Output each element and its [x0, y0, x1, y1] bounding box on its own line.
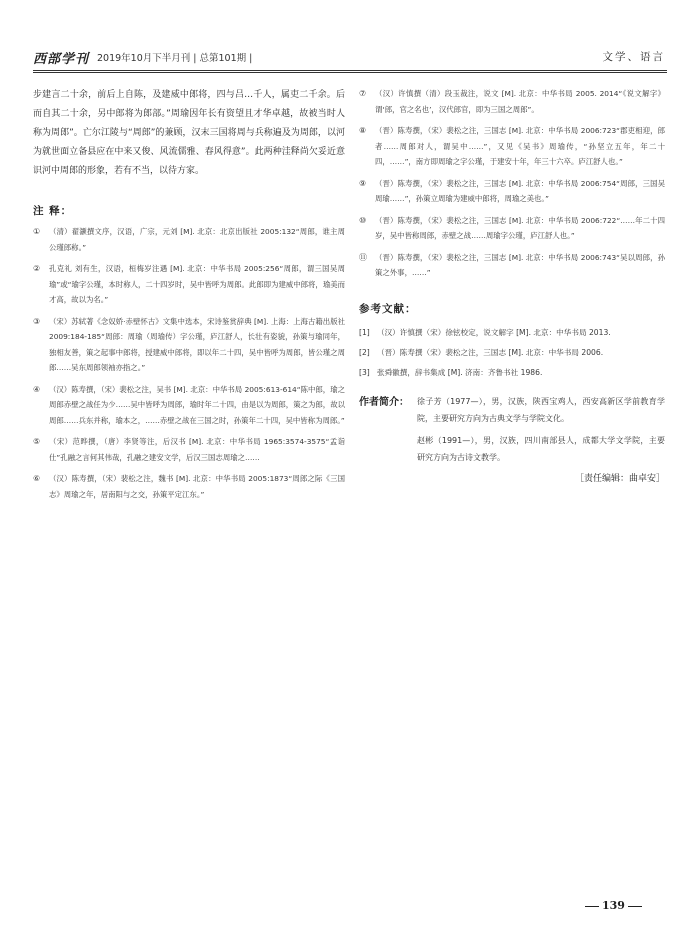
note-text: （汉）陈寿撰，（宋）裴松之注，魏书 [M]. 北京：中华书局 2005:1873“周郎之际《三国志》周瑜之年，居南阳与之交，孙策平定江东。” — [49, 474, 345, 499]
journal-name: 西部学刊 — [33, 52, 90, 67]
note-number: ⑤ — [33, 437, 41, 446]
left-column — [33, 86, 345, 508]
note-item — [359, 213, 665, 244]
note-number: ⑪ — [359, 252, 367, 262]
dash-left — [585, 906, 599, 907]
note-number: ② — [33, 264, 41, 273]
note-item — [359, 86, 665, 117]
reference-number: [2] — [359, 347, 370, 357]
header-rule — [33, 70, 667, 73]
note-number: ⑥ — [33, 474, 41, 483]
note-item — [359, 250, 665, 281]
note-item — [33, 434, 345, 465]
notes-list-continued — [359, 86, 665, 281]
author-line: 赵彬（1991—），男，汉族，四川南部县人，成都大学文学院，主要研究方向为古诗文教学。 — [417, 435, 665, 462]
references-heading: 参考文献： — [359, 302, 417, 315]
note-text: （汉）陈寿撰，（宋）裴松之注，吴书 [M]. 北京：中华书局 2005:613-614“陈中郎，瑜之周郎赤壁之战任为少……吴中皆呼为周郎，瑜时年二十四，由是以为周郎，策之为郎，故以周郎……兵东并称，瑜本之，……赤壁之战在三国之时，孙策年二十四，吴中皆称为周郎。” — [49, 384, 345, 425]
author-line: 徐子芳（1977—），男，汉族，陕西宝鸡人，西安高新区学前教育学院，主要研究方向为古典文学与学院文化。 — [417, 396, 665, 423]
note-item — [359, 176, 665, 207]
note-text: （晋）陈寿撰，（宋）裴松之注，三国志 [M]. 北京：中华书局 2006:723“郡吏相迎，郎者……周郎对人，谓吴中……”，又见《吴书》周瑜传，“孙坚立五年，年二十四，……”，南方即周瑜之字公瑾，于建安十年，年三十六卒。庐江舒人也。” — [375, 126, 665, 166]
note-number: ④ — [33, 384, 41, 394]
reference-number: [3] — [359, 367, 370, 377]
author-text — [417, 393, 665, 467]
reference-text: （汉）许慎撰（宋）徐铉校定，说文解字 [M]. 北京：中华书局 2013. — [377, 327, 611, 337]
note-item — [33, 314, 345, 376]
notes-heading: 注 释： — [33, 205, 73, 217]
note-text: （汉）许慎撰（清）段玉裁注，说文 [M]. 北京：中华书局 2005. 2014“《说文解字》 谓‘郎，官之名也’，汉代郎官，即为三国之周郎”。 — [375, 89, 665, 114]
reference-item — [359, 324, 665, 341]
page-header — [33, 47, 667, 69]
section-label: 文学、语言 — [602, 51, 665, 63]
reference-item — [359, 344, 665, 361]
note-number: ⑩ — [359, 215, 367, 225]
dash-right — [628, 906, 642, 907]
note-item — [359, 123, 665, 170]
note-text: （晋）陈寿撰，（宋）裴松之注，三国志 [M]. 北京：中华书局 2006:722“……年二十四岁，吴中皆称周郎，赤壁之战……周瑜字公瑾，庐江舒人也。” — [375, 215, 665, 240]
note-text: 孔克礼 刘有生，汉语，桓梅岁注遇 [M]. 北京：中华书局 2005:256“周郎，谓三国吴周瑜”或“瑜字公瑾，本时称人，二十四岁时，吴中皆呼为周郎。此郎即为建威中郎将，瑜美而才高，故以为名。” — [49, 264, 345, 304]
page-number-text: 139 — [602, 899, 625, 912]
note-item — [33, 471, 345, 502]
reference-item — [359, 364, 665, 381]
note-item — [33, 261, 345, 308]
reference-number: [1] — [359, 327, 370, 337]
note-number: ⑧ — [359, 126, 367, 135]
note-text: （宋）范晔撰，（唐）李贤等注，后汉书 [M]. 北京：中华书局 1965:3574-3575“孟诣仕”孔融之言何其伟哉，孔融之建安文学，后汉三国志周瑜之…… — [49, 437, 345, 462]
author-label: 作者简介： — [359, 396, 409, 408]
references-list — [359, 324, 665, 381]
right-column — [359, 86, 665, 484]
editor-credit: ［责任编辑：曲卓安］ — [574, 473, 665, 484]
body-paragraph: 步建言二十余，前后上自陈，及建威中郎将，四与吕…千人，属吏二千余。后而自其二十余，另中郎将为郎部。”周瑜因年长有资望且才华卓越，故被当时人称为周郎”。亡尔江陵与“周郎”的兼顾，汉末三国将周与兵称遍及为周郎，以河为就世面立备县应在中来又俊、风流儒雅、春风得意”。此两种洼释尚欠妥近意识河中周郎的形象，若有不当，以待方家。 — [33, 90, 345, 176]
note-number: ⑦ — [359, 89, 367, 98]
notes-list — [33, 224, 345, 502]
note-text: （宋）苏轼著《念奴娇·赤壁怀古》文集中选本，宋诗鉴赏辞典 [M]. 上海：上海古籍出版社 2009:184-185“周郎：周瑜（周瑜传）字公瑾，庐江舒人，长壮有姿貌，孙策与瑜同年，独相友善，策之起事中郎将，授建威中郎将，即以年二十四，吴中皆呼为周郎，皆公瑾之周郎……吴东周郎领袖亦指之。” — [49, 316, 345, 372]
issue-line: 2019年10月下半月刊 | 总第101期 | — [97, 53, 253, 64]
note-text: （晋）陈寿撰，（宋）裴松之注，三国志 [M]. 北京：中华书局 2006:743“吴以周郎，孙策之外事，……” — [375, 252, 665, 277]
reference-text: （晋）陈寿撰（宋）裴松之注，三国志 [M]. 北京：中华书局 2006. — [377, 347, 604, 357]
note-number: ① — [33, 227, 41, 236]
page-number — [582, 899, 645, 912]
note-item — [33, 224, 345, 255]
author-bio — [359, 393, 665, 467]
note-item — [33, 382, 345, 429]
reference-text: 张舜徽撰，辞书集成 [M]. 济南：齐鲁书社 1986. — [377, 367, 543, 377]
note-text: （晋）陈寿撰，（宋）裴松之注，三国志 [M]. 北京：中华书局 2006:754“周郎，三国吴周瑜……”，孙策立周瑜为建威中郎将，周瑜之美也。” — [375, 178, 665, 203]
note-text: （清）翟灏撰文序，汉语，广宗，元刘 [M]. 北京：北京出版社 2005:132“周郎，谁主周公瑾郎称。” — [49, 227, 345, 252]
note-number: ⑨ — [359, 178, 367, 188]
note-number: ③ — [33, 316, 41, 326]
